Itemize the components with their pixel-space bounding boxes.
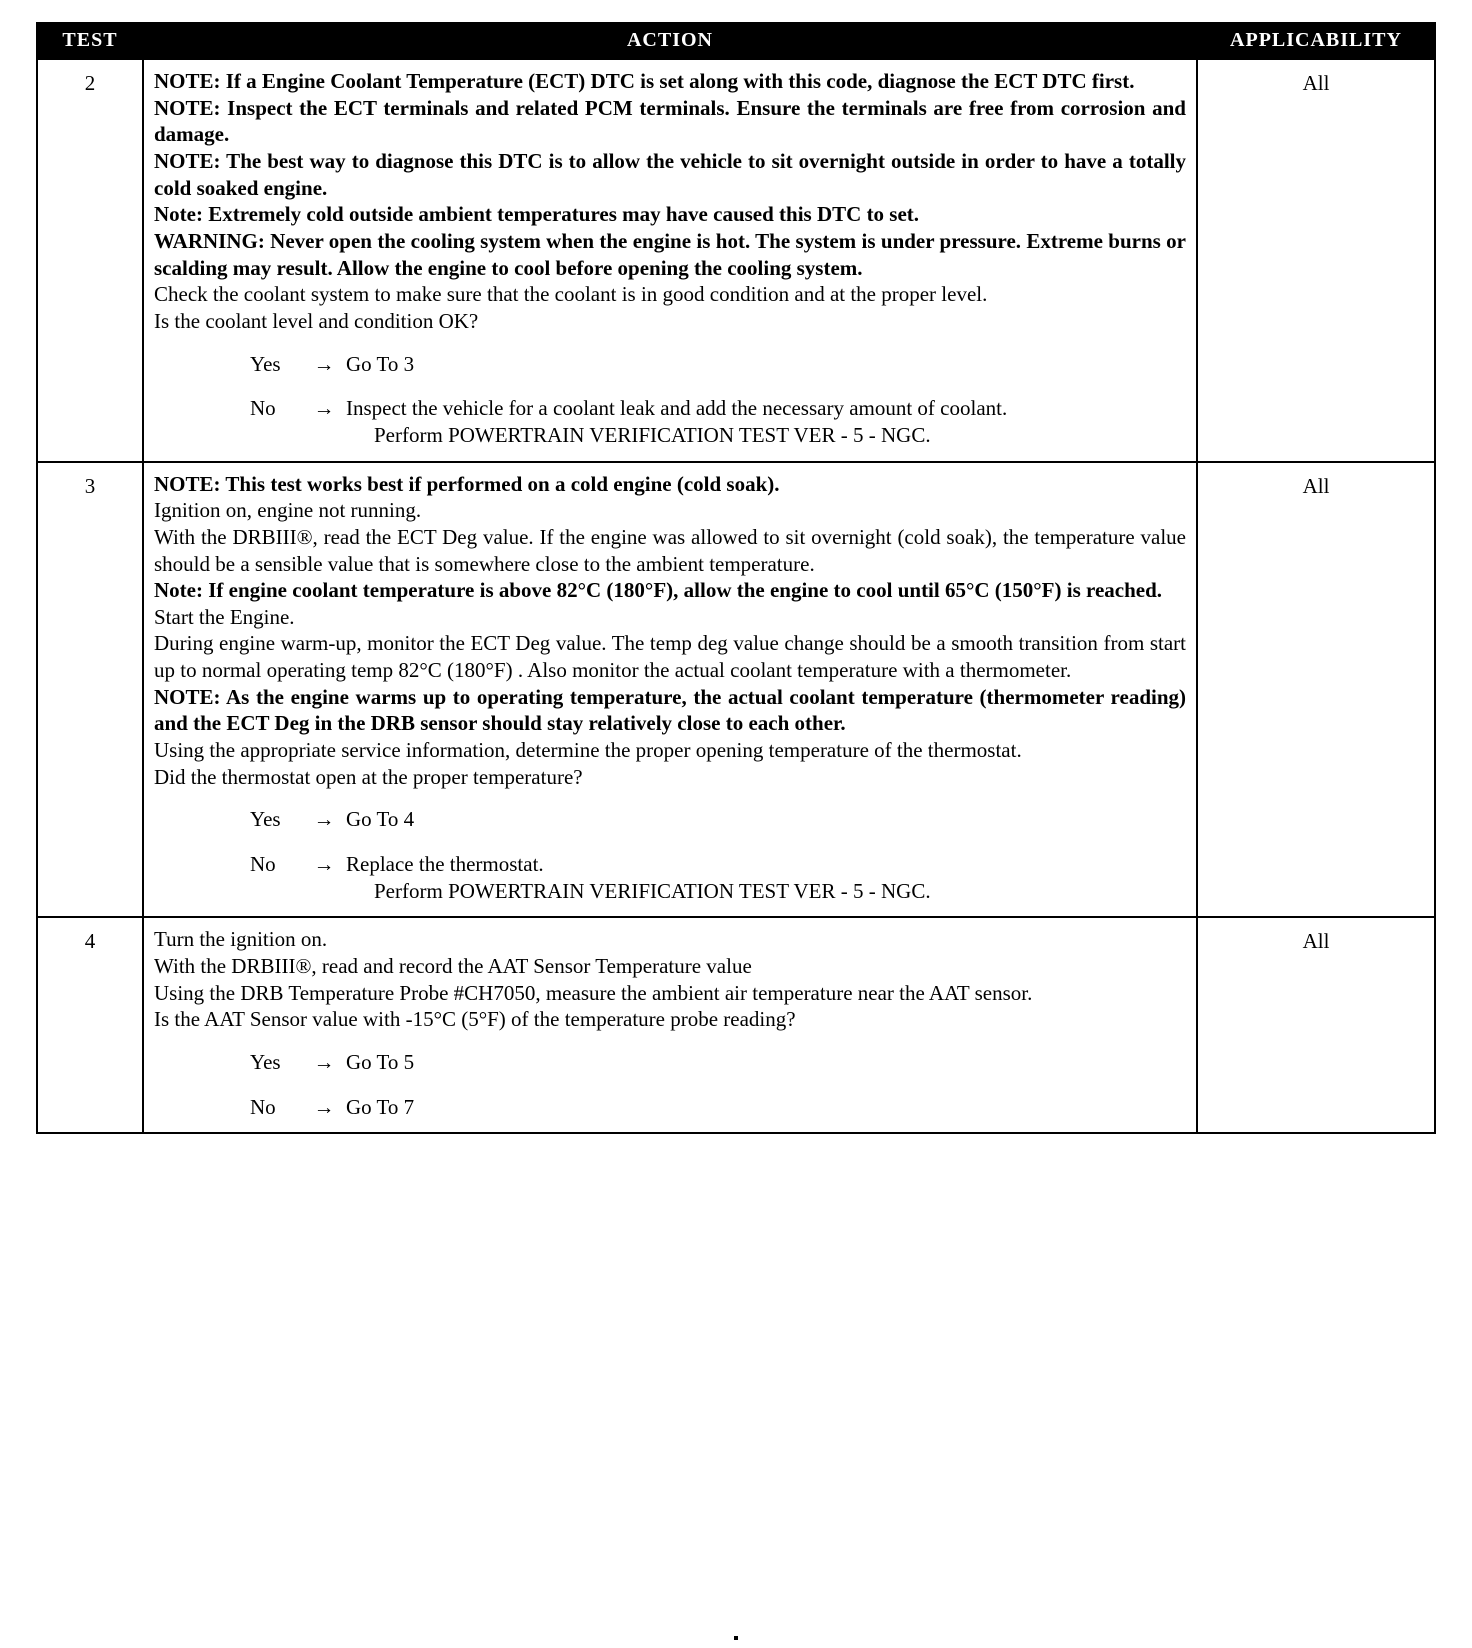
column-header-applicability: APPLICABILITY [1197, 23, 1435, 59]
answer-text: Go To 5 [346, 1050, 415, 1074]
arrow-icon: → [313, 1050, 335, 1074]
action-cell [143, 462, 1197, 918]
answer-label: No [250, 396, 276, 421]
action-line: Start the Engine. [154, 604, 295, 629]
answer-label: Yes [250, 1050, 281, 1074]
answer-yes [250, 1049, 1186, 1076]
action-line: NOTE: Inspect the ECT terminals and related PCM terminals. Ensure the terminals are free from corrosion and damage. [154, 95, 1186, 147]
arrow-icon: → [313, 1094, 335, 1119]
arrow-icon: → [313, 396, 335, 421]
table-row [37, 917, 1435, 1133]
page-footer-mark [734, 1636, 738, 1640]
column-header-action: ACTION [143, 23, 1197, 59]
answer-yes [250, 806, 1186, 833]
answer-label: Yes [250, 351, 281, 376]
answer-no [250, 851, 1186, 904]
answer-block [250, 806, 1186, 904]
answer-text: Inspect the vehicle for a coolant leak and add the necessary amount of coolant. [346, 396, 1008, 421]
action-line: Note: Extremely cold outside ambient temperatures may have caused this DTC to set. [154, 202, 920, 227]
answer-subtext: Perform POWERTRAIN VERIFICATION TEST VER - 5 - NGC. [374, 878, 931, 903]
answer-label: Yes [250, 807, 281, 832]
answer-label: No [250, 1094, 276, 1119]
applicability-value: All [1197, 917, 1435, 1133]
arrow-icon: → [313, 807, 335, 832]
action-line: WARNING: Never open the cooling system when the engine is hot. The system is under pressure. Extreme burns or scalding may result. Allow the engine to cool before opening the cooling system. [154, 228, 1186, 280]
answer-text: Go To 7 [346, 1094, 415, 1119]
arrow-icon: → [313, 852, 335, 877]
answer-text: Go To 4 [346, 807, 415, 832]
answer-text-wrap [346, 851, 1186, 904]
action-question: Did the thermostat open at the proper temperature? [154, 764, 583, 789]
action-line: Using the appropriate service information, determine the proper opening temperature of the thermostat. [154, 738, 1022, 763]
applicability-value: All [1197, 462, 1435, 918]
action-line: Check the coolant system to make sure that the coolant is in good condition and at the proper level. [154, 282, 988, 307]
applicability-value: All [1197, 59, 1435, 462]
test-number: 3 [37, 462, 143, 918]
action-line: With the DRBIII®, read the ECT Deg value. If the engine was allowed to sit overnight (cold soak), the temperature value should be a sensible value that is somewhere close to the ambient temperature. [154, 524, 1186, 576]
action-cell [143, 917, 1197, 1133]
action-line: NOTE: As the engine warms up to operating temperature, the actual coolant temperature (thermometer reading) and the ECT Deg in the DRB sensor should stay relatively close to each other. [154, 684, 1186, 736]
test-number: 2 [37, 59, 143, 462]
diagnostic-procedure-table [36, 22, 1436, 1134]
action-line: NOTE: This test works best if performed on a cold engine (cold soak). [154, 471, 780, 496]
action-question: Is the AAT Sensor value with -15°C (5°F) of the temperature probe reading? [154, 1007, 796, 1032]
answer-yes [250, 351, 1186, 378]
column-header-test: TEST [37, 23, 143, 59]
action-line: Note: If engine coolant temperature is above 82°C (180°F), allow the engine to cool until 65°C (150°F) is reached. [154, 578, 1163, 603]
action-line: Turn the ignition on. [154, 927, 328, 952]
action-line: NOTE: The best way to diagnose this DTC is to allow the vehicle to sit overnight outside in order to have a totally cold soaked engine. [154, 148, 1186, 200]
action-line: Using the DRB Temperature Probe #CH7050, measure the ambient air temperature near the AAT sensor. [154, 980, 1033, 1005]
answer-block [250, 1049, 1186, 1120]
answer-subtext: Perform POWERTRAIN VERIFICATION TEST VER - 5 - NGC. [374, 422, 931, 447]
test-number: 4 [37, 917, 143, 1133]
action-line: NOTE: If a Engine Coolant Temperature (ECT) DTC is set along with this code, diagnose the ECT DTC first. [154, 69, 1135, 93]
arrow-icon: → [313, 351, 335, 376]
action-line: During engine warm-up, monitor the ECT Deg value. The temp deg value change should be a smooth transition from start up to normal operating temp 82°C (180°F) . Also monitor the actual coolant temperature with a thermometer. [154, 631, 1186, 683]
table-body [37, 59, 1435, 1133]
answer-no [250, 1094, 1186, 1121]
answer-label: No [250, 852, 276, 877]
table-row [37, 59, 1435, 462]
answer-text-wrap [346, 395, 1186, 448]
answer-text: Replace the thermostat. [346, 852, 544, 877]
table-row [37, 462, 1435, 918]
action-line: Ignition on, engine not running. [154, 498, 422, 523]
answer-text: Go To 3 [346, 351, 415, 376]
action-line: With the DRBIII®, read and record the AAT Sensor Temperature value [154, 954, 752, 979]
answer-block [250, 351, 1186, 449]
table-header [37, 23, 1435, 59]
answer-no [250, 395, 1186, 448]
action-cell [143, 59, 1197, 462]
action-question: Is the coolant level and condition OK? [154, 308, 479, 333]
